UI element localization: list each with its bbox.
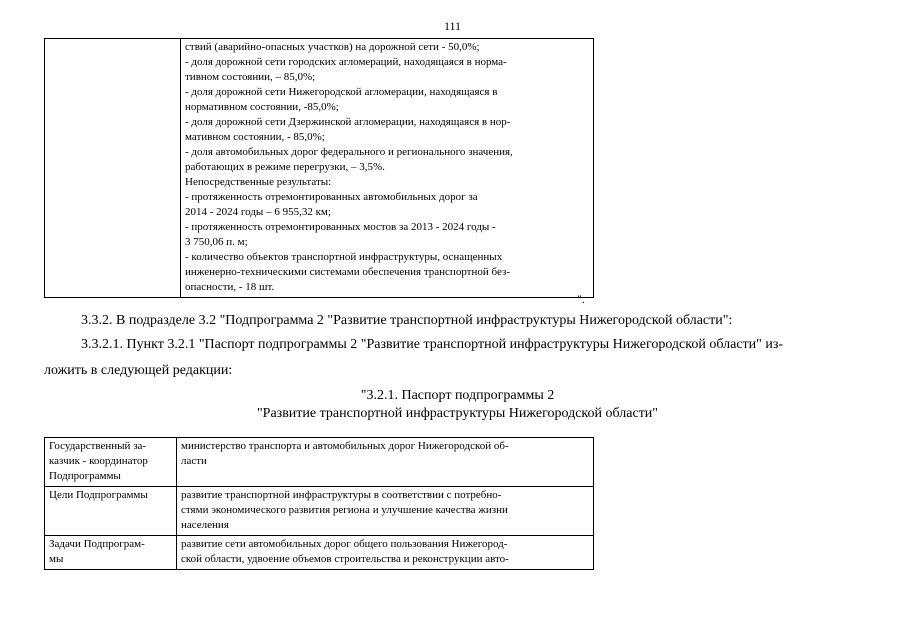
row-value-goals — [177, 487, 594, 536]
row-value-customer — [177, 438, 594, 487]
table-row — [45, 39, 594, 298]
value-line: развитие транспортной инфраструктуры в соответствии с потребно- — [181, 489, 502, 501]
label-line: Государственный за- — [49, 440, 147, 452]
results-line: - доля автомобильных дорог федерального и регионального значения, — [185, 146, 513, 158]
row-label-tasks — [45, 536, 177, 570]
results-line: нормативном состоянии, -85,0%; — [185, 101, 339, 113]
results-line: - доля дорожной сети Нижегородской агломерации, находящаяся в — [185, 86, 498, 98]
label-line: Подпрограммы — [49, 470, 121, 482]
paragraph-3-3-2-1-line2: ложить в следующей редакции: — [44, 363, 233, 378]
value-line: ской области, удвоение объемов строительства и реконструкции авто- — [181, 553, 509, 565]
label-line: мы — [49, 553, 64, 565]
results-line: - протяженность отремонтированных автомобильных дорог за — [185, 191, 478, 203]
results-line: опасности, - 18 шт. — [185, 281, 275, 293]
paragraph-3-3-2: 3.3.2. В подразделе 3.2 "Подпрограмма 2 "Развитие транспортной инфраструктуры Нижегородской области": — [81, 313, 733, 328]
value-line: населения — [181, 519, 229, 531]
table-cell-results — [181, 39, 594, 298]
table-cell-left-empty — [45, 39, 181, 298]
results-line: - доля дорожной сети Дзержинской агломерации, находящаяся в нор- — [185, 116, 511, 128]
results-line: инженерно-техническими системами обеспечения транспортной без- — [185, 266, 510, 278]
label-line: Задачи Подпрограм- — [49, 538, 145, 550]
results-line: - количество объектов транспортной инфраструктуры, оснащенных — [185, 251, 503, 263]
table-row — [45, 438, 594, 487]
results-line: - доля дорожной сети городских агломераций, находящаяся в норма- — [185, 56, 507, 68]
page-number: 111 — [443, 19, 462, 33]
results-line: тивном состоянии, – 85,0%; — [185, 71, 316, 83]
results-line: - протяженность отремонтированных мостов за 2013 - 2024 годы - — [185, 221, 496, 233]
results-line: мативном состоянии, - 85,0%; — [185, 131, 325, 143]
subprogram-passport-table — [44, 437, 594, 570]
results-line: работающих в режиме перегрузки, – 3,5%. — [185, 161, 385, 173]
results-line: ствий (аварийно-опасных участков) на дорожной сети - 50,0%; — [185, 41, 480, 53]
table-row — [45, 487, 594, 536]
paragraph-3-3-2-1-line1: 3.3.2.1. Пункт 3.2.1 "Паспорт подпрограммы 2 "Развитие транспортной инфраструктуры Нижегородской области" из- — [81, 337, 784, 352]
closing-quote: ". — [577, 292, 585, 306]
section-heading-line1: "3.2.1. Паспорт подпрограммы 2 — [360, 388, 555, 403]
value-line: министерство транспорта и автомобильных дорог Нижегородской об- — [181, 440, 509, 452]
label-line: казчик - координатор — [49, 455, 148, 467]
results-line: 3 750,06 п. м; — [185, 236, 248, 248]
label-line: Цели Подпрограммы — [49, 489, 148, 501]
row-label-customer — [45, 438, 177, 487]
value-line: стями экономического развития региона и улучшение качества жизни — [181, 504, 508, 516]
value-line: ласти — [181, 455, 207, 467]
results-line: Непосредственные результаты: — [185, 176, 332, 188]
continued-passport-table — [44, 38, 594, 298]
section-heading-line2: "Развитие транспортной инфраструктуры Нижегородской области" — [256, 406, 659, 421]
row-label-goals — [45, 487, 177, 536]
row-value-tasks — [177, 536, 594, 570]
value-line: развитие сети автомобильных дорог общего пользования Нижегород- — [181, 538, 508, 550]
table-row — [45, 536, 594, 570]
results-line: 2014 - 2024 годы – 6 955,32 км; — [185, 206, 331, 218]
